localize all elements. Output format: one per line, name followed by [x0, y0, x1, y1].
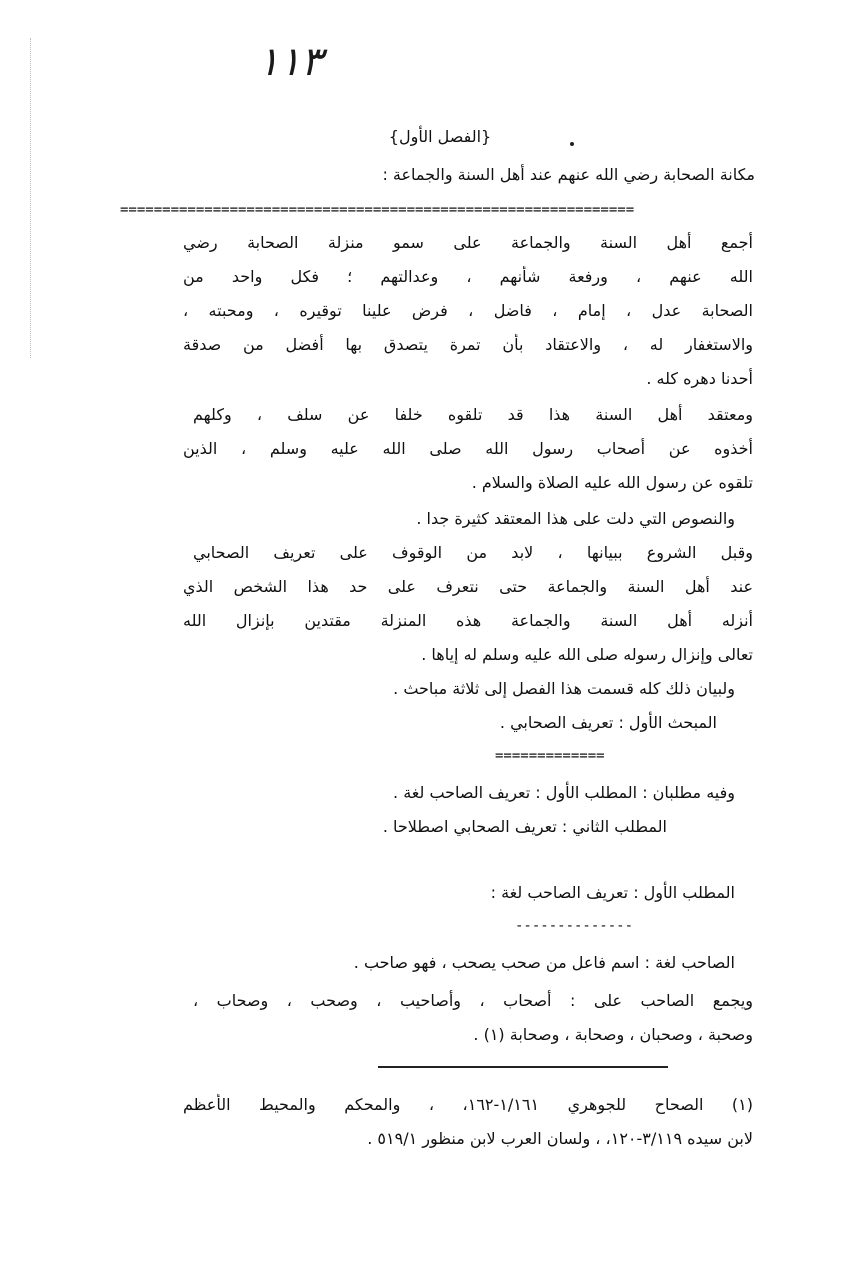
paragraph2-line: تلقوه عن رسول الله عليه الصلاة والسلام . — [471, 473, 753, 492]
paragraph4-line: تعالى وإنزال رسوله صلى الله عليه وسلم له إياها . — [421, 645, 753, 664]
paragraph4-line: أنزله أهل السنة والجماعة هذه المنزلة مقتدين بإنزال الله — [183, 611, 753, 630]
requirements-line: المطلب الثاني : تعريف الصحابي اصطلاحا . — [382, 817, 667, 836]
chapter-title: {الفصل الأول} — [388, 127, 492, 146]
first-topic-rule: ============= — [495, 748, 605, 764]
heading-rule: ============================================================= — [120, 202, 635, 218]
first-requirement-rule: -------------- — [515, 918, 634, 934]
page-number: ١١٣ — [257, 39, 323, 85]
paragraph5: ولبيان ذلك كله قسمت هذا الفصل إلى ثلاثة مباحث . — [393, 679, 735, 698]
stray-dot — [570, 142, 574, 146]
requirements-line: وفيه مطلبان : المطلب الأول : تعريف الصاحب لغة . — [393, 783, 735, 802]
paragraph2-line: ومعتقد أهل السنة هذا قد تلقوه خلفا عن سلف ، وكلهم — [193, 405, 753, 424]
section-heading: مكانة الصحابة رضي الله عنهم عند أهل السنة والجماعة : — [382, 165, 755, 184]
first-requirement-heading: المطلب الأول : تعريف الصاحب لغة : — [490, 883, 735, 902]
margin-scan-dots — [30, 38, 33, 358]
footnote-line: لابن سيده ٣/١١٩-١٢٠، ، ولسان العرب لابن منظور ٥١٩/١ . — [367, 1129, 753, 1148]
paragraph1-line: أجمع أهل السنة والجماعة على سمو منزلة الصحابة رضي — [183, 233, 753, 252]
paragraph7-line: وصحبة ، وصحبان ، وصحابة ، وصحابة (١) . — [473, 1025, 753, 1044]
paragraph6: الصاحب لغة : اسم فاعل من صحب يصحب ، فهو صاحب . — [353, 953, 735, 972]
paragraph1-line: أحدنا دهره كله . — [646, 369, 753, 388]
paragraph1-line: والاستغفار له ، والاعتقاد بأن تمرة يتصدق بها أفضل من صدقة — [183, 335, 753, 354]
paragraph1-line: الصحابة عدل ، إمام ، فاضل ، فرض علينا توقيره ، ومحبته ، — [183, 301, 753, 320]
paragraph4-line: عند أهل السنة والجماعة حتى نتعرف على حد هذا الشخص الذي — [183, 577, 753, 596]
paragraph3: والنصوص التي دلت على هذا المعتقد كثيرة جدا . — [416, 509, 735, 528]
paragraph2-line: أخذوه عن أصحاب رسول الله صلى الله عليه وسلم ، الذين — [183, 439, 753, 458]
paragraph4-line: وقبل الشروع ببيانها ، لابد من الوقوف على تعريف الصحابي — [193, 543, 753, 562]
first-topic-heading: المبحث الأول : تعريف الصحابي . — [499, 713, 717, 732]
footnote-separator — [378, 1066, 668, 1068]
paragraph1-line: الله عنهم ، ورفعة شأنهم ، وعدالتهم ؛ فكل واحد من — [183, 267, 753, 286]
paragraph7-line: ويجمع الصاحب على : أصحاب ، وأصاحيب ، وصحب ، وصحاب ، — [193, 991, 753, 1010]
footnote-line: (١) الصحاح للجوهري ١/١٦١-١٦٢، ، والمحكم والمحيط الأعظم — [183, 1095, 753, 1114]
